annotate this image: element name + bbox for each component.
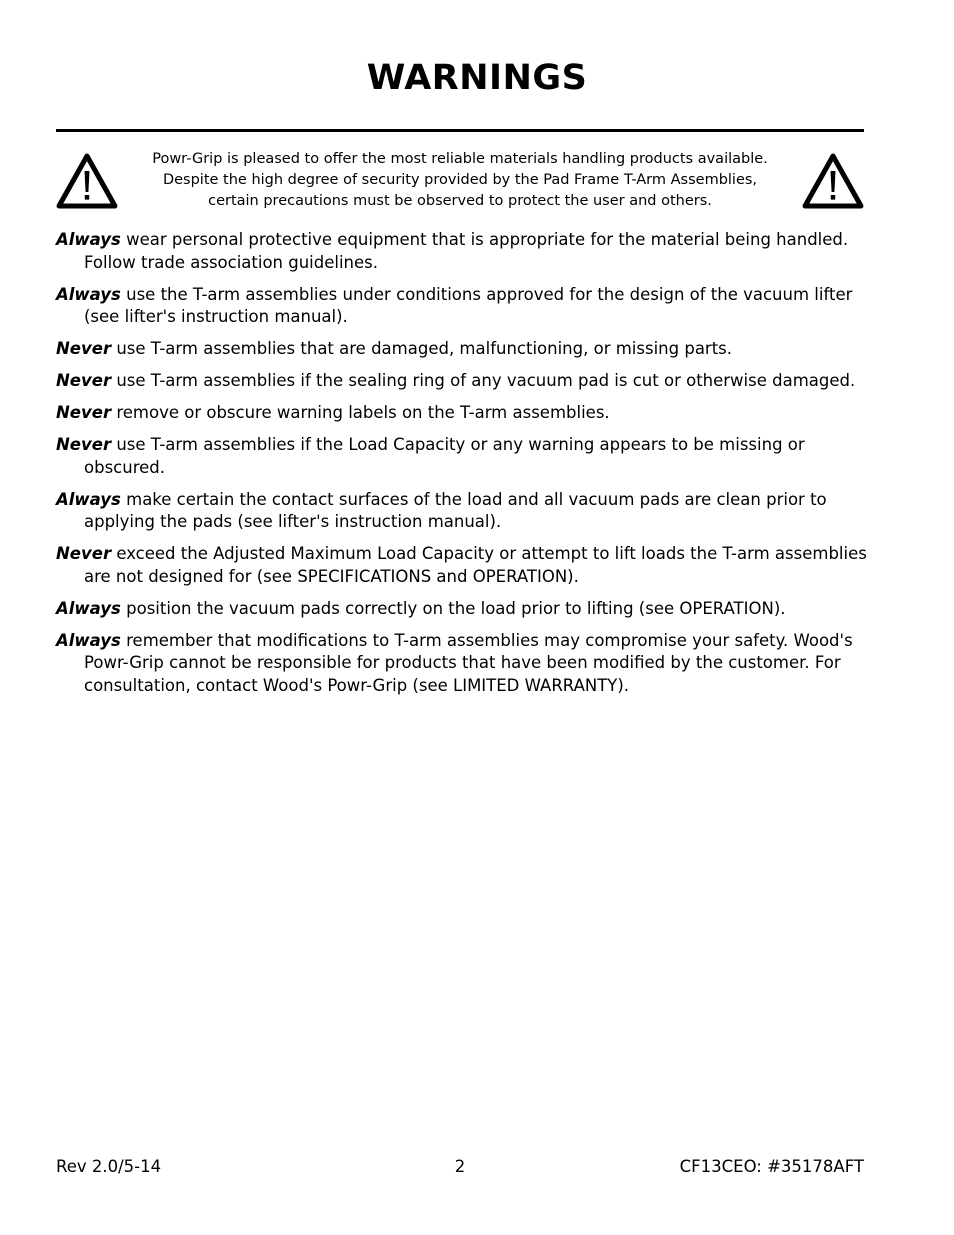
warning-keyword: Never <box>56 544 112 563</box>
warning-item <box>56 543 871 588</box>
warning-keyword: Always <box>56 598 121 618</box>
intro-notice <box>122 149 798 212</box>
page-title: WARNINGS <box>366 58 588 98</box>
warning-item <box>56 630 871 698</box>
revision-label: Rev 2.0/5-14 <box>56 1157 162 1176</box>
warning-item <box>56 370 871 393</box>
warning-item <box>56 598 871 621</box>
warning-item <box>56 402 871 425</box>
warning-text: wear personal protective equipment that is appropriate for the material being handled. Follow trade association guidelines. <box>84 230 849 272</box>
warning-keyword: Always <box>56 630 121 650</box>
warning-item <box>56 434 871 479</box>
warning-list <box>56 229 871 707</box>
intro-line: certain precautions must be observed to protect the user and others. <box>208 193 712 209</box>
warning-text: position the vacuum pads correctly on the load prior to lifting (see OPERATION). <box>120 598 786 618</box>
warning-item <box>56 229 871 274</box>
warning-text: use T-arm assemblies if the sealing ring of any vacuum pad is cut or otherwise damaged. <box>111 371 856 390</box>
warning-keyword: Never <box>56 403 112 422</box>
warning-keyword: Never <box>56 435 112 454</box>
warning-text: make certain the contact surfaces of the load and all vacuum pads are clean prior to applying the pads (see lifter's instruction manual). <box>84 489 827 531</box>
warning-item <box>56 284 871 329</box>
warning-triangle-icon <box>801 152 865 210</box>
page-number: 2 <box>454 1157 466 1176</box>
warning-keyword: Always <box>56 489 121 509</box>
intro-line: Despite the high degree of security provided by the Pad Frame T-Arm Assemblies, <box>162 172 758 188</box>
warning-text: use the T-arm assemblies under conditions approved for the design of the vacuum lifter (see lifter's instruction manual). <box>84 284 853 326</box>
warning-keyword: Always <box>56 230 121 249</box>
warning-text: remove or obscure warning labels on the T-arm assemblies. <box>111 403 610 422</box>
title-divider <box>56 129 864 132</box>
warning-keyword: Always <box>56 284 121 304</box>
document-id: CF13CEO: #35178AFT <box>679 1157 864 1176</box>
warning-triangle-icon <box>55 152 119 210</box>
warning-keyword: Never <box>56 339 112 358</box>
warning-text: use T-arm assemblies if the Load Capacity or any warning appears to be missing or obscured. <box>84 435 805 477</box>
intro-line: Powr-Grip is pleased to offer the most reliable materials handling products available. <box>152 151 768 167</box>
warning-text: remember that modifications to T-arm assemblies may compromise your safety. Wood's Powr-Grip cannot be responsible for products that have been modified by the customer. For consultation, contact Wood's Powr-Grip (see LIMITED WARRANTY). <box>84 630 853 695</box>
warning-item <box>56 489 871 534</box>
warning-text: exceed the Adjusted Maximum Load Capacity or attempt to lift loads the T-arm assemblies are not designed for (see SPECIFICATIONS and OPERATION). <box>84 544 867 586</box>
warning-keyword: Never <box>56 371 112 390</box>
warning-item <box>56 338 871 361</box>
page-footer <box>56 1157 864 1179</box>
warning-text: use T-arm assemblies that are damaged, malfunctioning, or missing parts. <box>111 339 733 358</box>
